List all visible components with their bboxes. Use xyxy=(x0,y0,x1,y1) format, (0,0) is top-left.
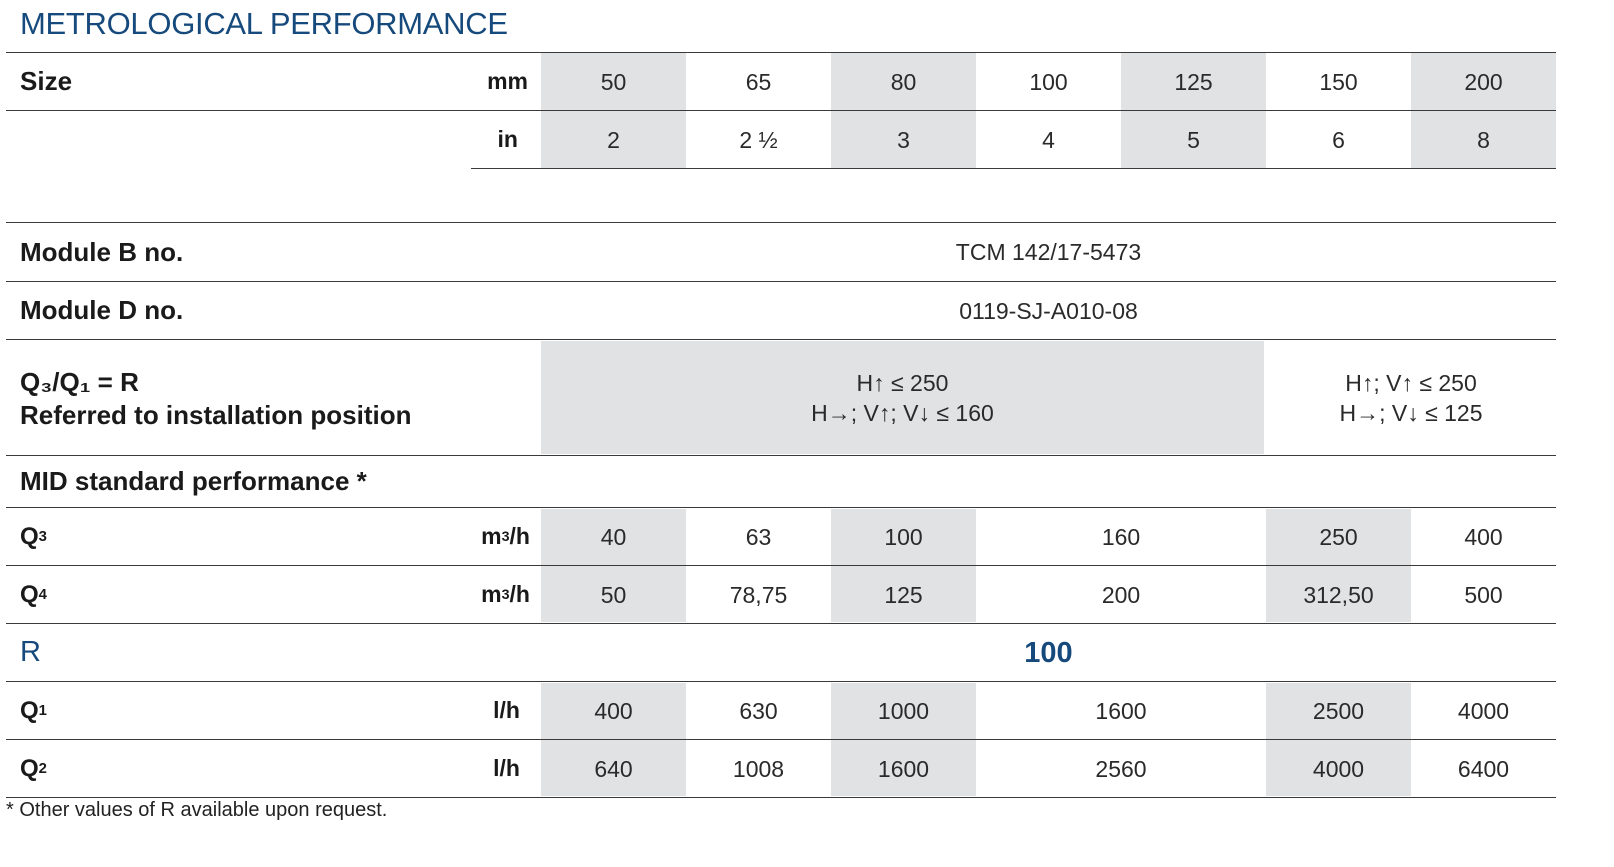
q3-cell: 100 xyxy=(884,523,923,550)
page-title: METROLOGICAL PERFORMANCE xyxy=(20,6,508,41)
q3-cell: 250 xyxy=(1319,523,1358,550)
q2-cell: 2560 xyxy=(1095,755,1147,782)
ratio-group2-line2: H→; V↓ ≤ 125 xyxy=(1339,399,1483,426)
ratio-label-line2: Referred to installation position xyxy=(20,400,412,430)
module-b-value: TCM 142/17-5473 xyxy=(955,239,1142,265)
q4-unit xyxy=(440,566,530,623)
q3-label-sub: 3 xyxy=(38,528,47,545)
q3-unit-base: m xyxy=(481,523,502,549)
rule-q2-bottom xyxy=(6,797,1556,798)
size-in-cell: 4 xyxy=(1042,126,1055,153)
rule-size-bottom xyxy=(471,168,1556,169)
r-value: 100 xyxy=(1024,636,1073,669)
q3-cell: 400 xyxy=(1464,523,1503,550)
q4-unit-tail: /h xyxy=(509,581,530,607)
q2-label xyxy=(20,740,47,797)
q2-label-sub: 2 xyxy=(38,760,47,777)
q4-label-sub: 4 xyxy=(38,586,47,603)
q3-cell: 63 xyxy=(745,523,772,550)
size-mm-cell: 80 xyxy=(890,68,917,95)
q2-cell: 1008 xyxy=(732,755,785,782)
q2-cell: 4000 xyxy=(1312,755,1365,782)
ratio-group1-line1: H↑ ≤ 250 xyxy=(856,369,949,396)
q1-label-sub: 1 xyxy=(38,702,47,719)
size-mm-cell: 150 xyxy=(1319,68,1358,95)
size-in-cell: 6 xyxy=(1332,126,1345,153)
q3-unit xyxy=(440,508,530,565)
module-d-value: 0119-SJ-A010-08 xyxy=(959,297,1138,324)
q1-cell: 2500 xyxy=(1312,697,1365,724)
q3-unit-sup: 3 xyxy=(501,528,510,545)
q2-cell: 6400 xyxy=(1457,755,1510,782)
q1-cell: 4000 xyxy=(1457,697,1510,724)
q1-cell: 1600 xyxy=(1095,697,1147,724)
module-b-label: Module B no. xyxy=(20,236,184,267)
q3-cell: 160 xyxy=(1101,523,1141,550)
size-label: Size xyxy=(20,66,73,96)
q1-cell: 1000 xyxy=(877,697,930,724)
size-in-cell: 5 xyxy=(1187,126,1200,153)
ratio-group1 xyxy=(541,341,1264,454)
q4-label xyxy=(20,566,47,623)
q4-unit-sup: 3 xyxy=(501,586,510,603)
q1-unit: l/h xyxy=(493,697,520,723)
size-unit-mm: mm xyxy=(487,68,528,94)
mid-header: MID standard performance * xyxy=(20,466,367,496)
q4-cell: 50 xyxy=(600,581,627,608)
ratio-label-line1: Q₃/Q₁ = R xyxy=(20,367,139,397)
ratio-group1-line2: H→; V↑; V↓ ≤ 160 xyxy=(811,399,994,426)
q1-cell: 400 xyxy=(594,697,633,724)
q4-cell: 78,75 xyxy=(729,581,788,608)
size-mm-cell: 125 xyxy=(1174,68,1213,95)
module-d-label: Module D no. xyxy=(20,295,184,325)
size-mm-cell: 65 xyxy=(745,68,772,95)
q3-label-q: Q xyxy=(20,522,39,550)
q4-label-q: Q xyxy=(20,580,39,608)
size-mm-cell: 100 xyxy=(1029,68,1068,95)
size-mm-cell: 50 xyxy=(600,68,627,95)
q3-unit-tail: /h xyxy=(509,523,530,549)
footnote: * Other values of R available upon request. xyxy=(6,799,388,821)
q1-label-q: Q xyxy=(20,696,39,724)
q3-label xyxy=(20,508,47,565)
q4-cell: 125 xyxy=(884,581,923,608)
rule-module-bottom xyxy=(6,339,1556,340)
q2-cell: 640 xyxy=(594,755,633,782)
q2-cell: 1600 xyxy=(877,755,930,782)
q1-label xyxy=(20,682,47,739)
size-in-cell: 8 xyxy=(1477,126,1490,153)
q2-label-q: Q xyxy=(20,754,39,782)
size-in-cell: 2 xyxy=(607,126,620,153)
q1-cell: 630 xyxy=(739,697,778,724)
size-mm-cell: 200 xyxy=(1464,68,1503,95)
size-in-cell: 3 xyxy=(897,126,910,153)
q3-cell: 40 xyxy=(600,523,627,550)
ratio-group2 xyxy=(1266,341,1556,454)
q2-unit: l/h xyxy=(493,755,520,781)
ratio-group2-line1: H↑; V↑ ≤ 250 xyxy=(1345,369,1477,396)
r-label: R xyxy=(20,636,41,668)
size-unit-in: in xyxy=(497,126,518,152)
size-in-cell: 2 ½ xyxy=(739,126,778,153)
q4-unit-base: m xyxy=(481,581,502,607)
q4-cell: 200 xyxy=(1101,581,1141,608)
q4-cell: 312,50 xyxy=(1303,581,1374,608)
ratio-label xyxy=(20,366,411,432)
q4-cell: 500 xyxy=(1464,581,1503,608)
